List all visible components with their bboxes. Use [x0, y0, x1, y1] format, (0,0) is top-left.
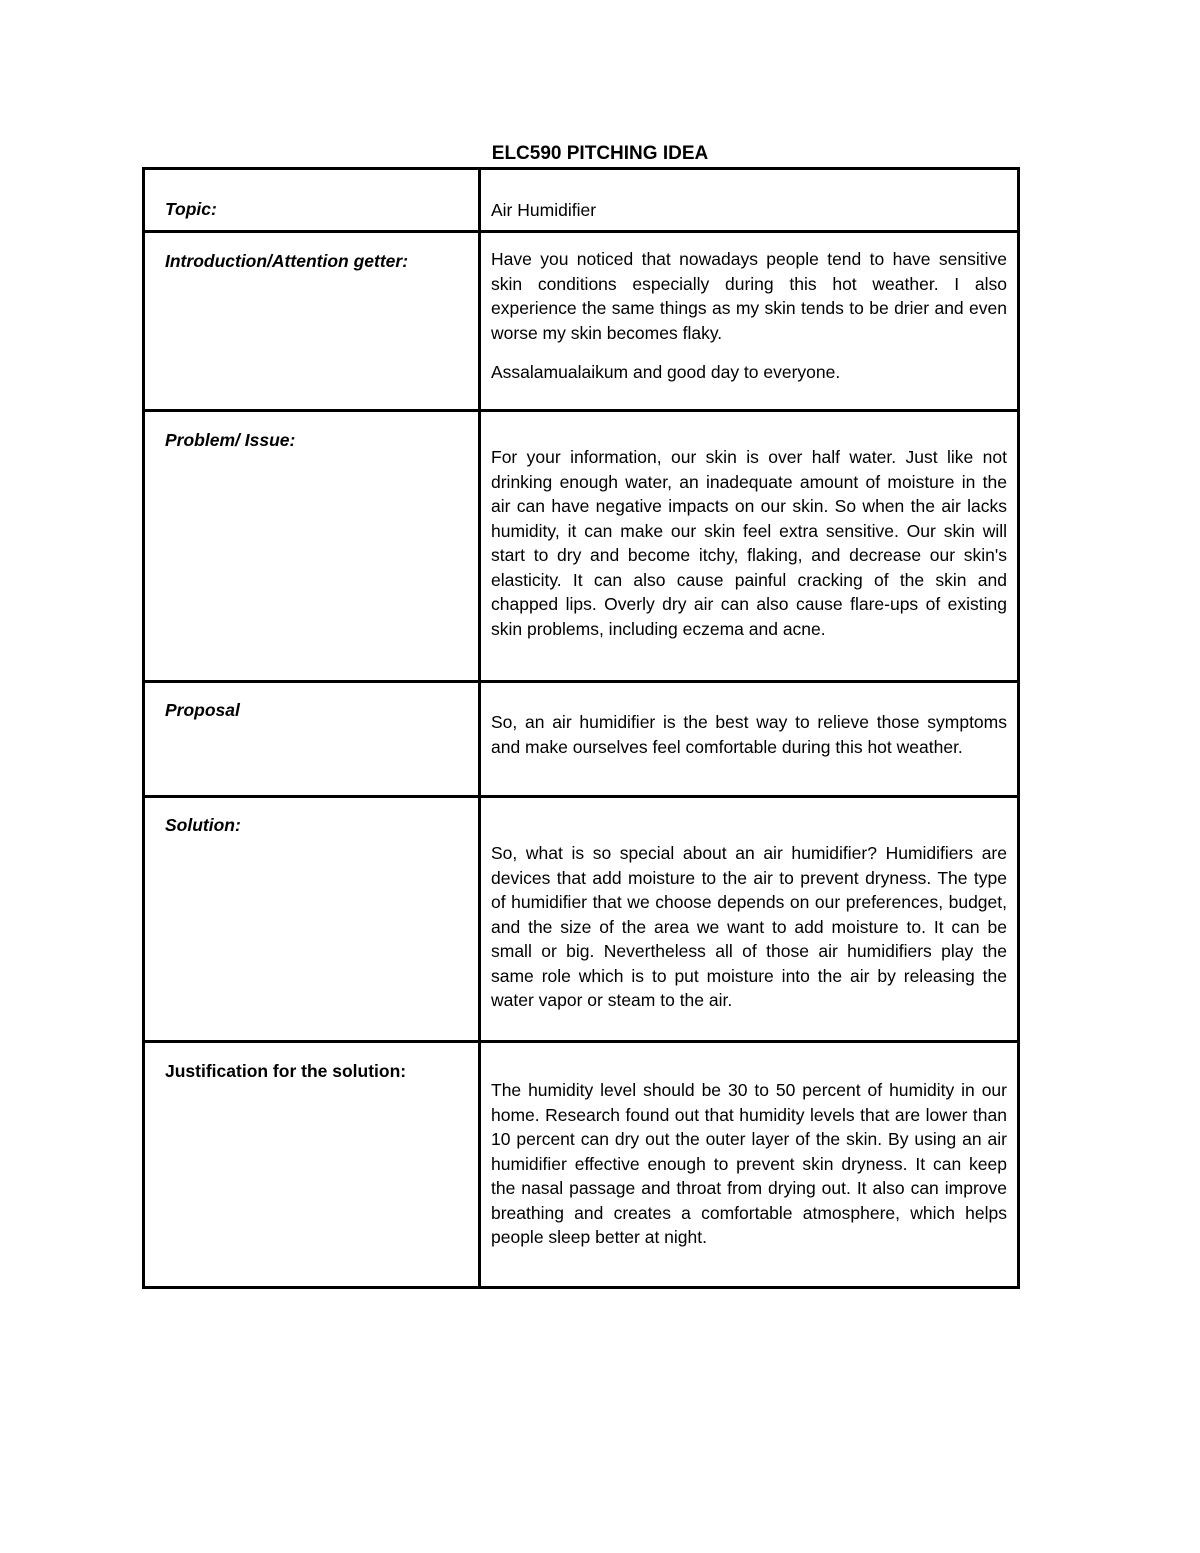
table-row-problem: [144, 411, 1019, 682]
label-cell-topic: [144, 169, 480, 232]
content-cell-proposal: [480, 682, 1019, 797]
row-label-introduction: Introduction/Attention getter:: [165, 251, 409, 271]
row-label-proposal: Proposal: [165, 700, 240, 720]
row-content-justification: The humidity level should be 30 to 50 percent of humidity in our home. Research found out that humidity levels that are lower than 10 percent can dry out the outer layer of the skin. By using an air humidifier effective enough to prevent skin dryness. It can keep the nasal passage and throat from drying out. It also can improve breathing and creates a comfortable atmosphere, which helps people sleep better at night.: [491, 1080, 1007, 1247]
content-cell-justification: [480, 1042, 1019, 1288]
row-content-greeting: Assalamualaikum and good day to everyone.: [491, 362, 841, 382]
pitching-idea-table: [142, 167, 1020, 1289]
label-cell-proposal: [144, 682, 480, 797]
content-cell-introduction: [480, 232, 1019, 411]
row-content-solution: So, what is so special about an air humidifier? Humidifiers are devices that add moisture to the air to prevent dryness. The type of humidifier that we choose depends on our preferences, budget, and the size of the area we want to add moisture to. It can be small or big. Nevertheless all of those air humidifiers play the same role which is to put moisture into the air by releasing the water vapor or steam to the air.: [491, 843, 1007, 1010]
row-content-introduction: Have you noticed that nowadays people tend to have sensitive skin conditions especially during this hot weather. I also experience the same things as my skin tends to be drier and even worse my skin becomes flaky.: [491, 249, 1007, 343]
row-label-solution: Solution:: [165, 815, 241, 835]
row-label-topic: Topic:: [165, 199, 217, 219]
document-title: ELC590 PITCHING IDEA: [491, 143, 709, 164]
table-row-proposal: [144, 682, 1019, 797]
table-row-introduction: [144, 232, 1019, 411]
table-row-topic: [144, 169, 1019, 232]
row-content-problem: For your information, our skin is over half water. Just like not drinking enough water, an inadequate amount of moisture in the air can have negative impacts on our skin. So when the air lacks humidity, it can make our skin feel extra sensitive. Our skin will start to dry and become itchy, flaking, and decrease our skin's elasticity. It can also cause painful cracking of the skin and chapped lips. Overly dry air can also cause flare-ups of existing skin problems, including eczema and acne.: [491, 447, 1007, 639]
row-label-justification: Justification for the solution:: [165, 1061, 407, 1081]
table-row-justification: [144, 1042, 1019, 1288]
label-cell-solution: [144, 797, 480, 1042]
label-cell-justification: [144, 1042, 480, 1288]
content-cell-topic: [480, 169, 1019, 232]
row-content-topic: Air Humidifier: [491, 200, 597, 220]
row-content-proposal: So, an air humidifier is the best way to relieve those symptoms and make ourselves feel comfortable during this hot weather.: [491, 712, 1007, 757]
label-cell-problem: [144, 411, 480, 682]
label-cell-introduction: [144, 232, 480, 411]
row-label-problem: Problem/ Issue:: [165, 430, 296, 450]
table-row-solution: [144, 797, 1019, 1042]
content-cell-solution: [480, 797, 1019, 1042]
content-cell-problem: [480, 411, 1019, 682]
